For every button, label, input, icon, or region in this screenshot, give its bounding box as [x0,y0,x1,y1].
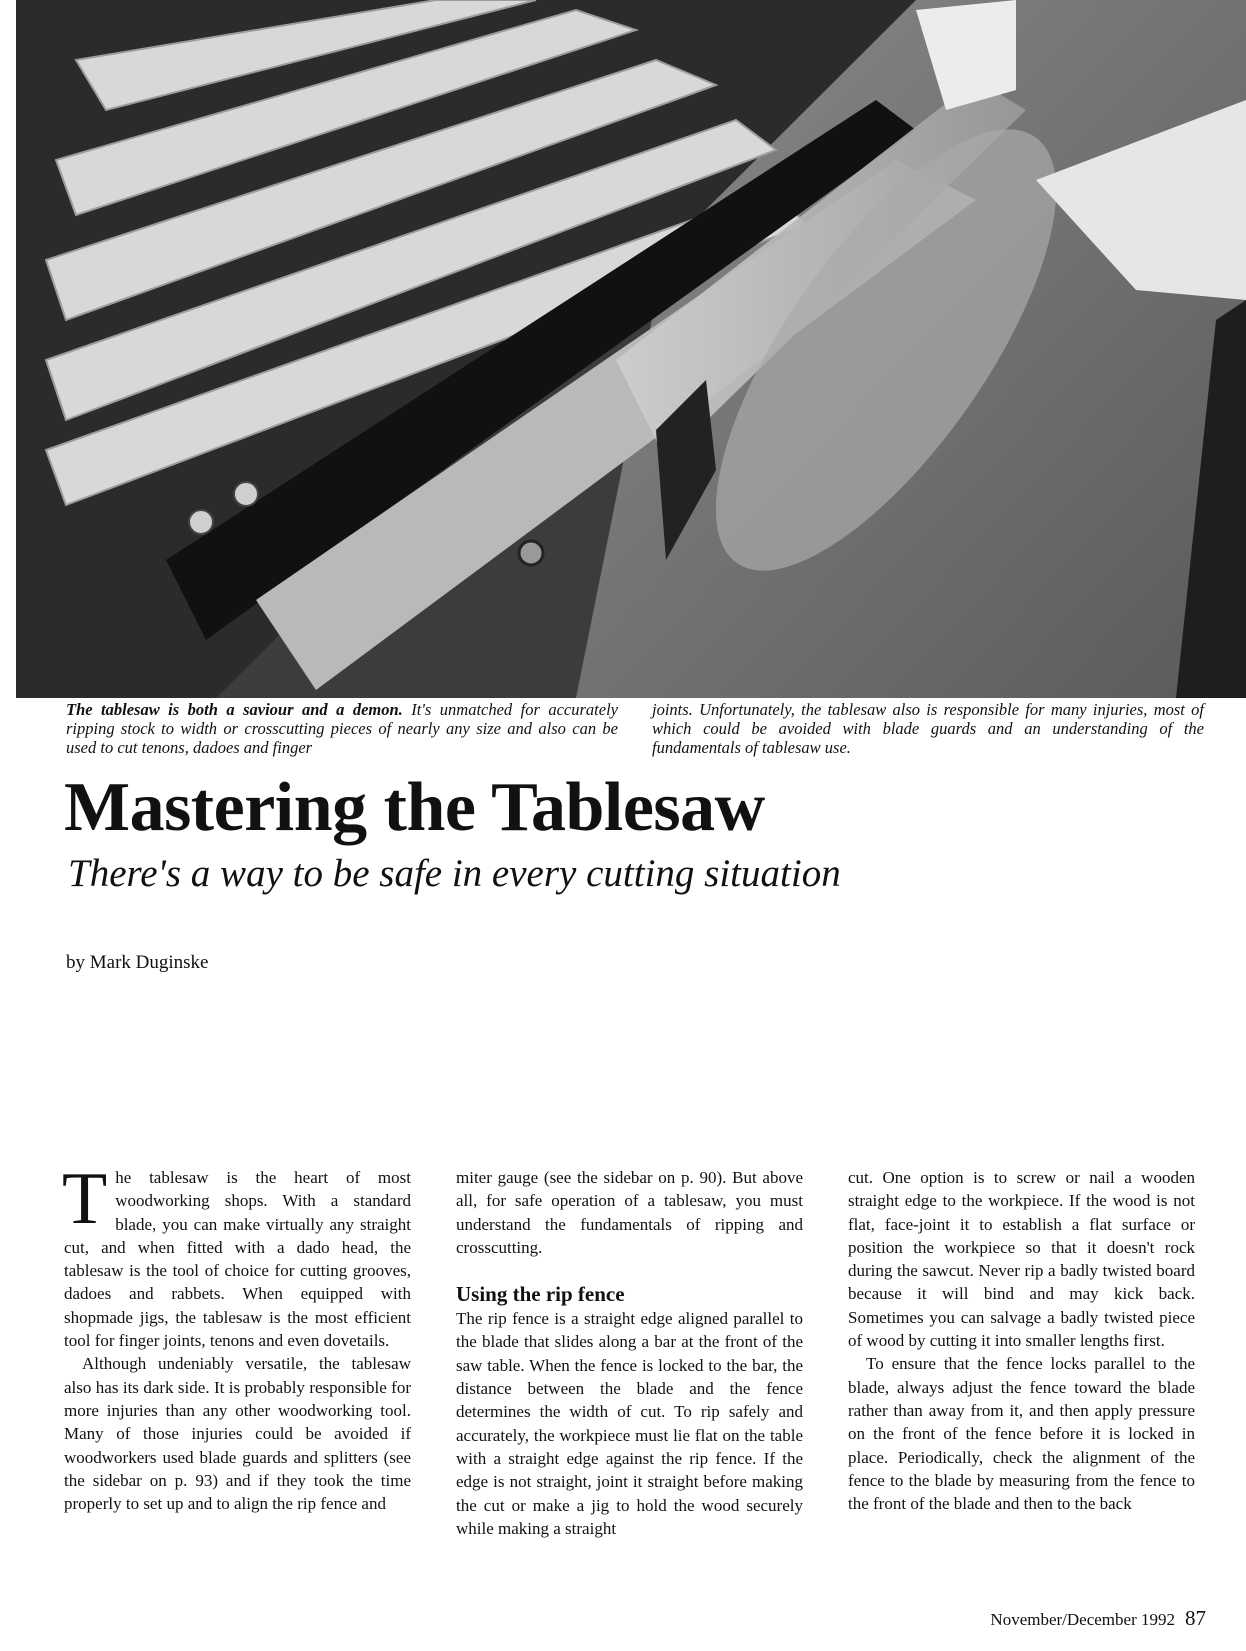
section-heading: Using the rip fence [456,1282,625,1307]
paragraph-text: he tablesaw is the heart of most woodworking shops. With a standard blade, you can make virtually any straight cut, and when fitted with a dado head, the tablesaw is the tool of choice for cutting grooves, dadoes and rabbets. When equipped with shopmade jigs, the tablesaw is the most efficient tool for finger joints, tenons and even dovetails. [64,1168,411,1351]
paragraph: cut. One option is to screw or nail a wooden straight edge to the workpiece. If the wood is not flat, face-joint it to establish a flat surface or position the workpiece so that it doesn't rock during the sawcut. Never rip a badly twisted board because it will bind and may kick back. Sometimes you can salvage a badly twisted piece of wood by cutting it into smaller lengths first. [848,1168,1195,1351]
body-column-2 [456,1166,803,1540]
page-footer [990,1606,1206,1631]
tablesaw-photo [16,0,1246,698]
paragraph: miter gauge (see the sidebar on p. 90). But above all, for safe operation of a tablesaw, you must understand the fundamentals of ripping and crosscutting. [456,1168,803,1257]
paragraph [62,1158,411,1352]
issue-date: November/December 1992 [990,1610,1175,1629]
body-column-1 [62,1158,411,1515]
photo-caption-left [66,700,618,757]
caption-lead: The tablesaw is both a saviour and a demon. [66,700,403,719]
article-subtitle: There's a way to be safe in every cutting situation [68,852,841,895]
paragraph: The rip fence is a straight edge aligned parallel to the blade that slides along a bar at the front of the saw table. When the fence is locked to the bar, the distance between the blade and the fence determines the width of cut. To rip safely and accurately, the workpiece must lie flat on the table with a straight edge against the rip fence. If the edge is not straight, joint it straight before making the cut or make a jig to hold the wood securely while making a straight [456,1309,803,1538]
page-number: 87 [1185,1606,1206,1630]
photo-caption-right: joints. Unfortunately, the tablesaw also is responsible for many injuries, most of which could be avoided with blade guards and an understanding of the fundamentals of tablesaw use. [652,700,1204,757]
byline: by Mark Duginske [66,952,209,973]
article-title: Mastering the Tablesaw [64,769,765,846]
caption-left-body: It's unmatched for accurately ripping stock to width or crosscutting pieces of nearly any size and also can be used to cut tenons, dadoes and finger [66,700,618,757]
paragraph: To ensure that the fence locks parallel to the blade, always adjust the fence toward the blade rather than away from it, and then apply pressure on the front of the fence before it is locked in place. Periodically, check the alignment of the fence to the blade by measuring from the fence to the front of the blade and then to the back [848,1354,1195,1514]
body-column-3 [848,1166,1195,1515]
paragraph: Although undeniably versatile, the tablesaw also has its dark side. It is probably responsible for more injuries than any other woodworking tool. Many of those injuries could be avoided if woodworkers used blade guards and splitters (see the sidebar on p. 93) and if they took the time properly to set up and to align the rip fence and [64,1354,411,1514]
drop-cap: T [62,1158,108,1240]
tablesaw-photo-icon [16,0,1246,698]
